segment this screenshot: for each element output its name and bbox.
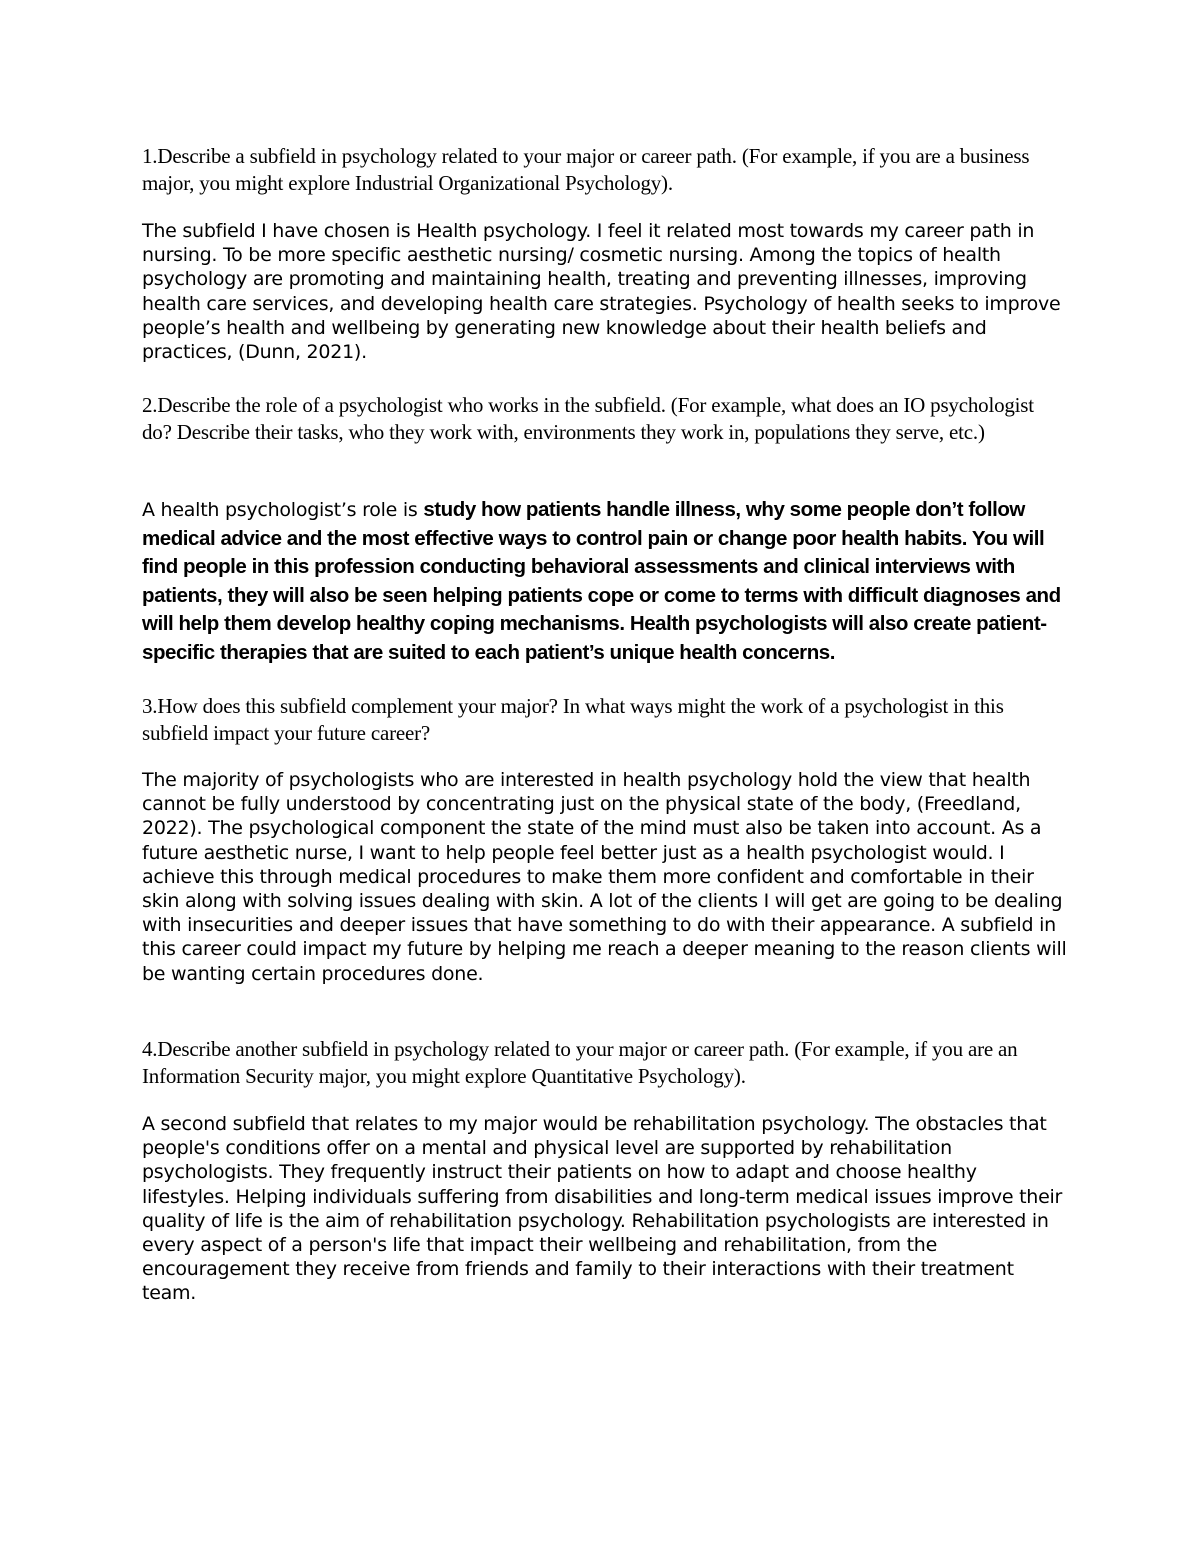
question-4: 4.Describe another subfield in psychology related to your major or career path. (For example, if you are an Information Security major, you might explore Quantitative Psychology). bbox=[142, 1037, 1018, 1088]
answer-2-lead: A health psychologist’s role is bbox=[142, 499, 424, 521]
question-1: 1.Describe a subfield in psychology related to your major or career path. (For example, if you are a business major, you might explore Industrial Organizational Psychology). bbox=[142, 144, 1030, 195]
answer-2 bbox=[142, 496, 1067, 668]
answer-3: The majority of psychologists who are interested in health psychology hold the view that health cannot be fully understood by concentrating just on the physical state of the body, (Freedland, 2022). The psychological component the state of the mind must also be taken into account. As a future aesthetic nurse, I want to help people feel better just as a health psychologist would. I achieve this through medical procedures to make them more confident and comfortable in their skin along with solving issues dealing with skin. A lot of the clients I will get are going to be dealing with insecurities and deeper issues that have something to do with their appearance. A subfield in this career could impact my future by helping me reach a deeper meaning to the reason clients will be wanting certain procedures done. bbox=[142, 769, 1067, 985]
question-2: 2.Describe the role of a psychologist who works in the subfield. (For example, what does an IO psychologist do? Describe their tasks, who they work with, environments they work in, populations they serve, etc.) bbox=[142, 393, 1034, 444]
question-3: 3.How does this subfield complement your major? In what ways might the work of a psychologist in this subfield impact your future career? bbox=[142, 694, 1004, 745]
answer-2-bold: study how patients handle illness, why some people don’t follow medical advice and the most effective ways to control pain or change poor health habits. You will find people in this profession conducting behavioral assessments and clinical interviews with patients, they will also be seen helping patients cope or come to terms with difficult diagnoses and will help them develop healthy coping mechanisms. Health psychologists will also create patient-specific therapies that are suited to each patient’s unique health concerns. bbox=[142, 498, 1061, 664]
answer-4: A second subfield that relates to my major would be rehabilitation psychology. The obstacles that people's conditions offer on a mental and physical level are supported by rehabilitation psychologists. They frequently instruct their patients on how to adapt and choose healthy lifestyles. Helping individuals suffering from disabilities and long-term medical issues improve their quality of life is the aim of rehabilitation psychology. Rehabilitation psychologists are interested in every aspect of a person's life that impact their wellbeing and rehabilitation, from the encouragement they receive from friends and family to their interactions with their treatment team. bbox=[142, 1113, 1063, 1305]
answer-1: The subfield I have chosen is Health psychology. I feel it related most towards my career path in nursing. To be more specific aesthetic nursing/ cosmetic nursing. Among the topics of health psychology are promoting and maintaining health, treating and preventing illnesses, improving health care services, and developing health care strategies. Psychology of health seeks to improve people’s health and wellbeing by generating new knowledge about their health beliefs and practices, (Dunn, 2021). bbox=[142, 220, 1061, 364]
